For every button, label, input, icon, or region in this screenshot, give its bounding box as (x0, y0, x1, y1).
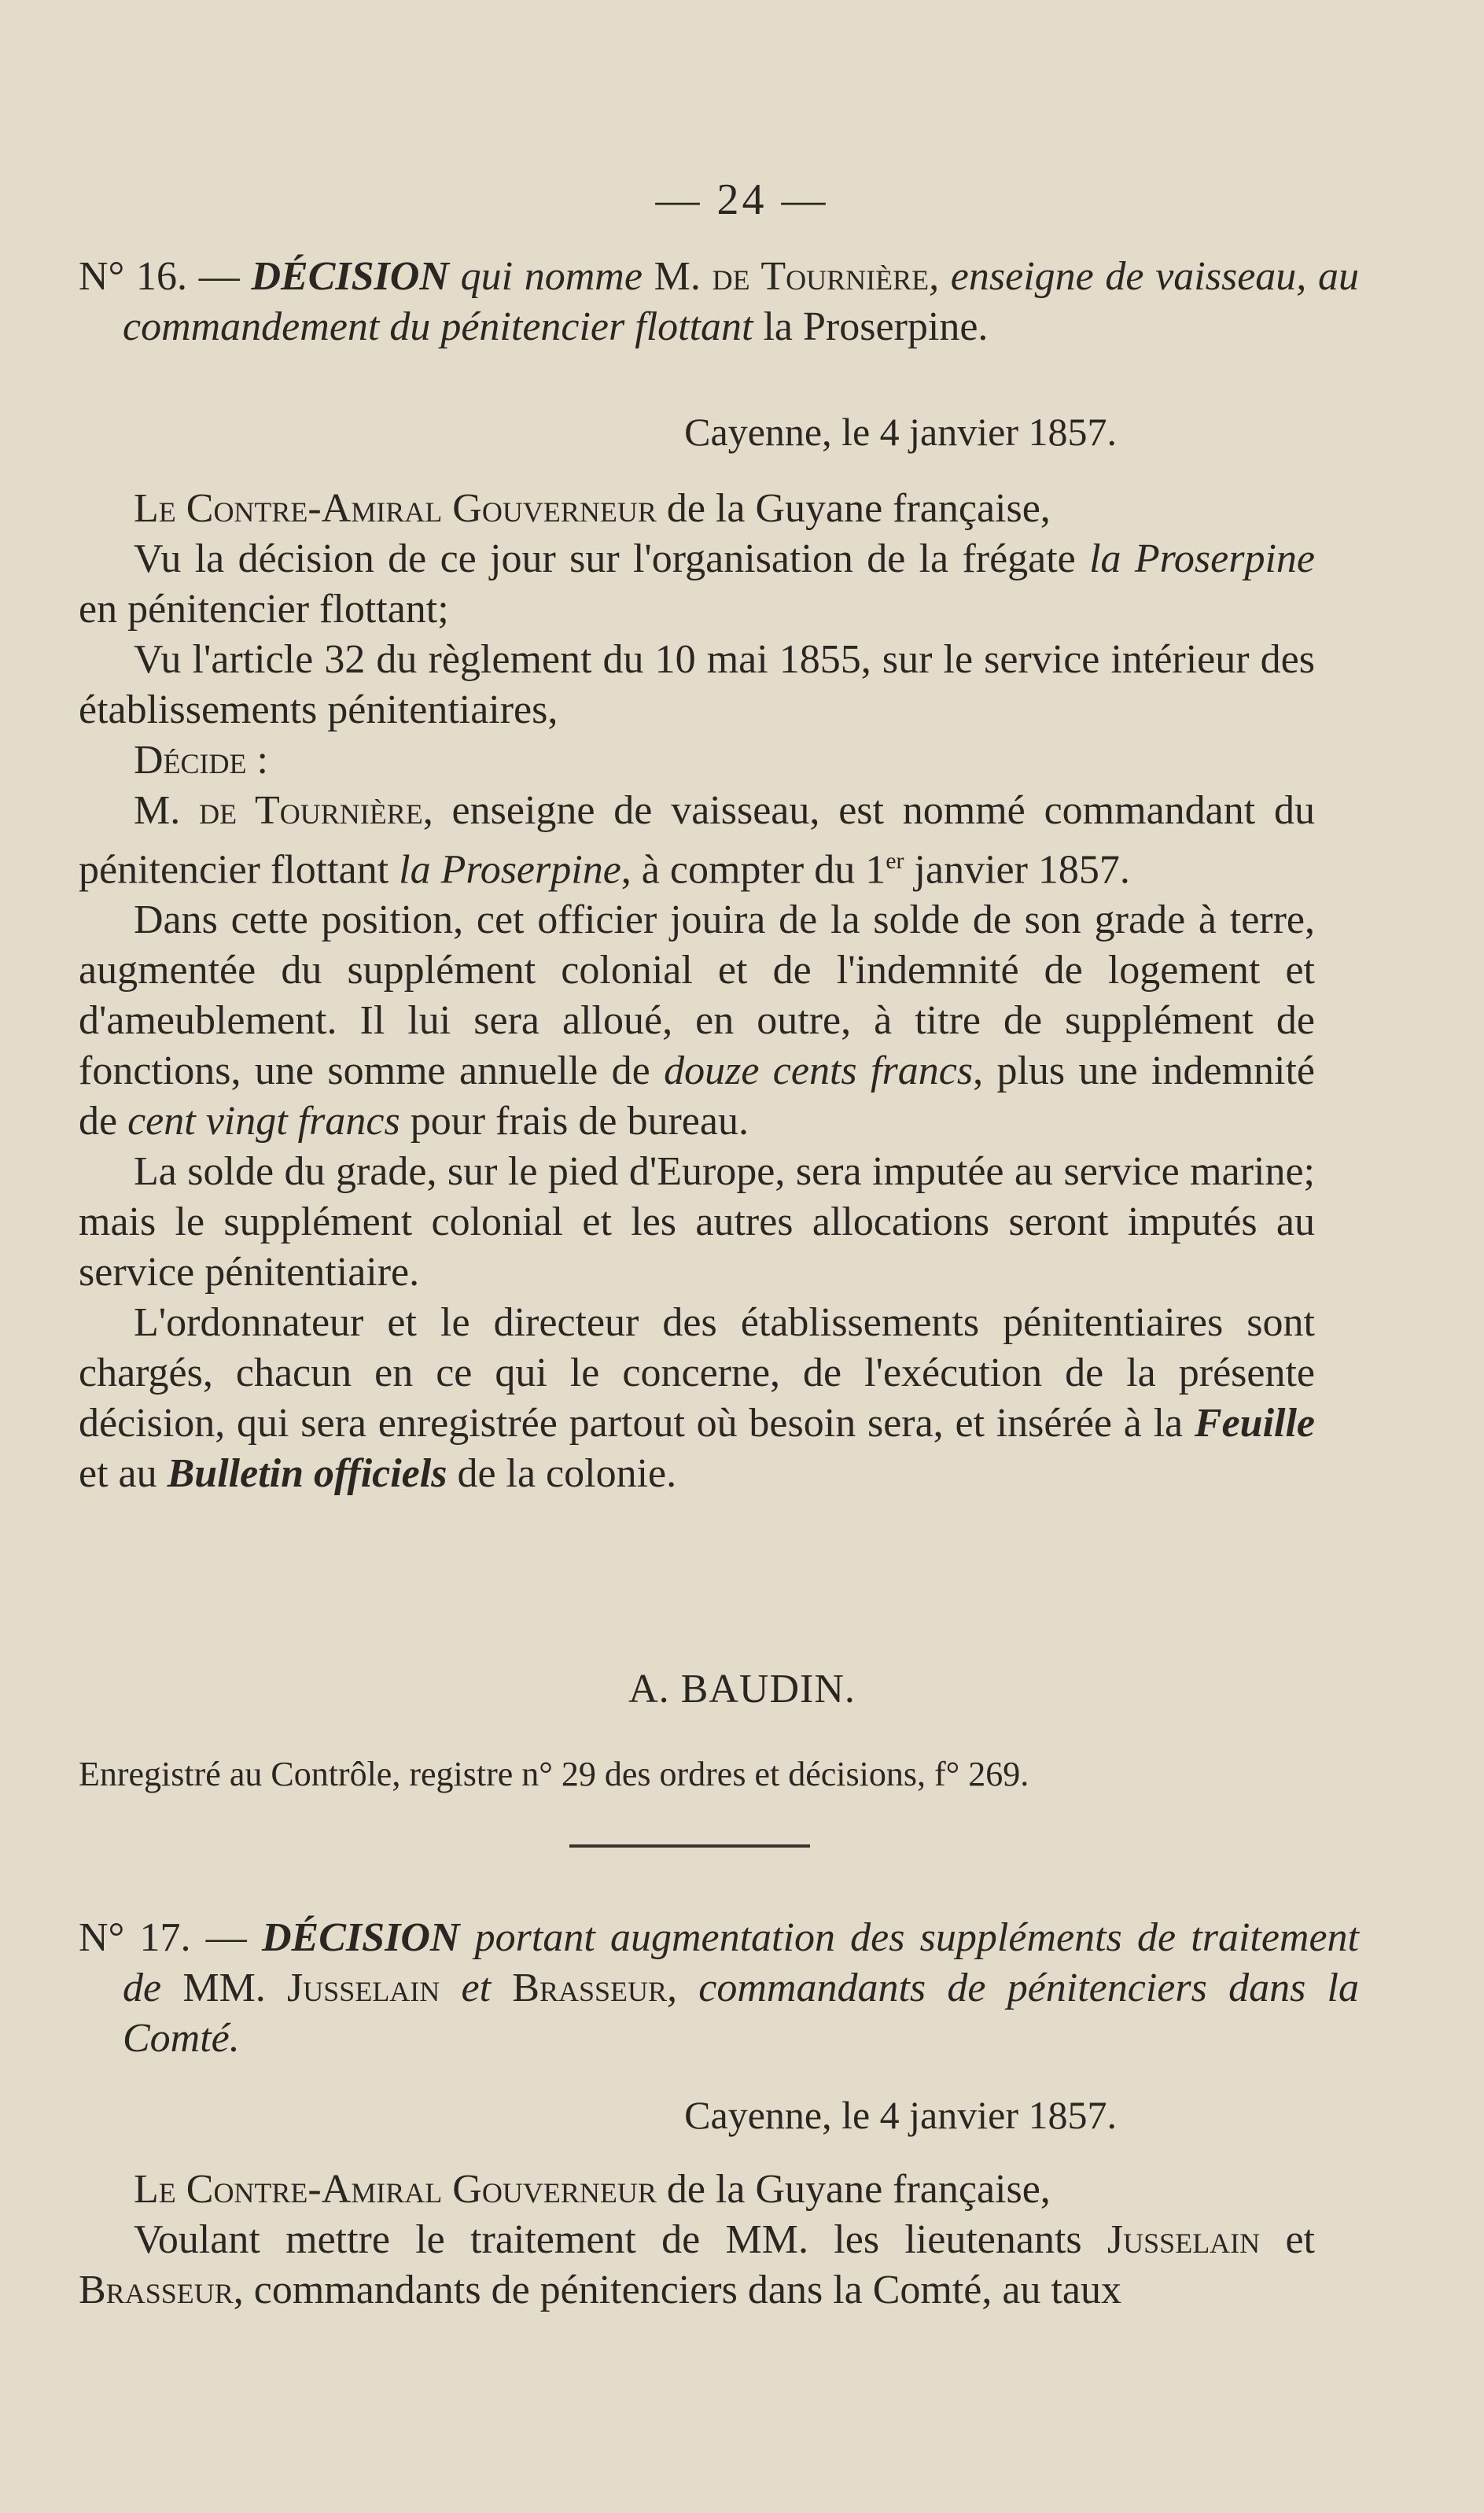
paragraph: Voulant mettre le traitement de MM. les lieutenants Jusselain et Brasseur, commandants de pénitenciers dans la Comté, au taux (79, 2217, 1315, 2312)
decision-16-number: N° 16. — (79, 254, 240, 299)
paragraph: Vu l'article 32 du règlement du 10 mai 1855, sur le service intérieur des établissements pénitentiaires, (79, 637, 1315, 732)
decision-16-name: de Tournière (712, 254, 930, 299)
page-number: — 24 — (655, 175, 829, 224)
decision-16-title-word: DÉCISION (251, 254, 449, 299)
paragraph: Le Contre-Amiral Gouverneur de la Guyane française, (134, 486, 1051, 531)
decide-label: Décide : (134, 738, 268, 783)
decision-17-date: Cayenne, le 4 janvier 1857. (684, 2093, 1117, 2137)
section-divider (569, 1844, 810, 1848)
decision-16-heading: N° 16. — DÉCISION qui nomme M. de Tournière, enseigne de vaisseau, au commandement du pénitencier flottant la Proserpine. (79, 254, 1360, 349)
decision-17-heading: N° 17. — DÉCISION portant augmentation des suppléments de traitement de MM. Jusselain et Brasseur, commandants de pénitenciers dans la Comté. (79, 1915, 1360, 2061)
paragraph: Dans cette position, cet officier jouira de la solde de son grade à terre, augmentée du supplément colonial et de l'indemnité de logement et d'ameublement. Il lui sera alloué, en outre, à titre de supplément de fonctions, une somme annuelle de douze cents francs, plus une indemnité de cent vingt francs pour frais de bureau. (79, 897, 1315, 1144)
signature: A. BAUDIN. (628, 1667, 856, 1712)
paragraph: L'ordonnateur et le directeur des établissements pénitentiaires sont chargés, chacun en ce qui le concerne, de l'exécution de la présente décision, qui sera enregistrée partout où besoin sera, et insérée à la Feuille et au Bulletin officiels de la colonie. (79, 1300, 1315, 1497)
paragraph: Vu la décision de ce jour sur l'organisation de la frégate la Proserpine en pénitencier flottant; (79, 536, 1315, 632)
paragraph: Le Contre-Amiral Gouverneur de la Guyane française, (134, 2167, 1051, 2212)
decision-17-body (79, 2165, 1315, 2316)
decision-16-date: Cayenne, le 4 janvier 1857. (684, 410, 1117, 454)
decision-17-number: N° 17. — (79, 1915, 247, 1960)
registration-note: Enregistré au Contrôle, registre n° 29 des ordres et décisions, f° 269. (79, 1755, 1029, 1793)
paragraph: La solde du grade, sur le pied d'Europe, sera imputée au service marine; mais le supplément colonial et les autres allocations seront imputés au service pénitentiaire. (79, 1149, 1315, 1295)
decision-17-title-word: DÉCISION (262, 1915, 460, 1960)
decision-16-body (79, 484, 1315, 1499)
paragraph: M. de Tournière, enseigne de vaisseau, est nommé commandant du pénitencier flottant la Proserpine, à compter du 1er janvier 1857. (79, 788, 1315, 893)
